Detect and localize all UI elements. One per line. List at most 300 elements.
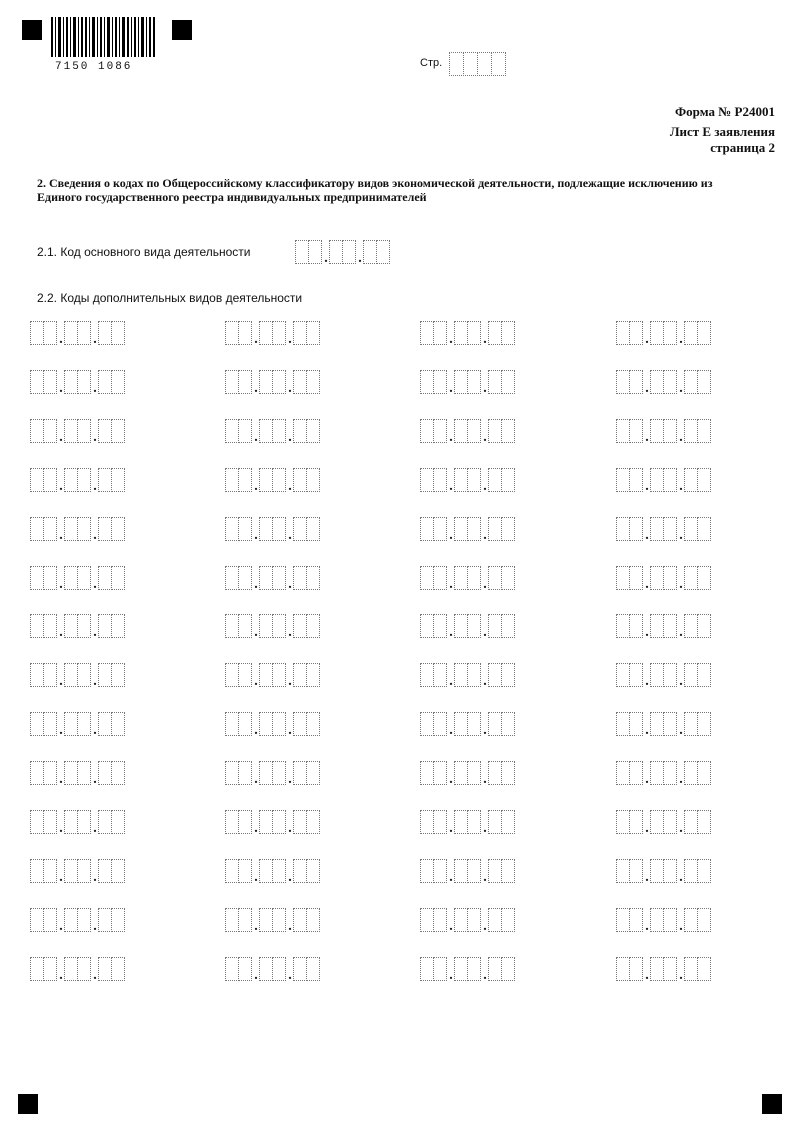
code-digit-cell[interactable] <box>488 908 502 932</box>
code-digit-cell[interactable] <box>111 468 125 492</box>
code-digit-cell[interactable] <box>467 321 481 345</box>
code-digit-cell[interactable] <box>238 566 252 590</box>
code-digit-cell[interactable] <box>306 810 320 834</box>
code-digit-cell[interactable] <box>342 240 356 264</box>
code-digit-cell[interactable] <box>501 908 515 932</box>
code-digit-cell[interactable] <box>616 712 630 736</box>
code-digit-cell[interactable] <box>650 321 664 345</box>
code-digit-cell[interactable] <box>272 712 286 736</box>
code-digit-cell[interactable] <box>238 321 252 345</box>
code-digit-cell[interactable] <box>98 517 112 541</box>
code-digit-cell[interactable] <box>225 321 239 345</box>
additional-activity-code[interactable] <box>421 321 515 345</box>
code-digit-cell[interactable] <box>238 810 252 834</box>
code-digit-cell[interactable] <box>650 810 664 834</box>
code-digit-cell[interactable] <box>30 810 44 834</box>
code-digit-cell[interactable] <box>77 761 91 785</box>
additional-activity-code[interactable] <box>226 712 320 739</box>
code-digit-cell[interactable] <box>433 663 447 687</box>
code-digit-cell[interactable] <box>454 908 468 932</box>
code-digit-cell[interactable] <box>306 663 320 687</box>
code-digit-cell[interactable] <box>420 957 434 981</box>
code-digit-cell[interactable] <box>272 761 286 785</box>
code-digit-cell[interactable] <box>272 908 286 932</box>
code-digit-cell[interactable] <box>454 370 468 394</box>
additional-activity-code[interactable] <box>617 859 711 883</box>
code-digit-cell[interactable] <box>629 957 643 981</box>
code-digit-cell[interactable] <box>225 468 239 492</box>
code-digit-cell[interactable] <box>111 908 125 932</box>
code-digit-cell[interactable] <box>650 908 664 932</box>
code-digit-cell[interactable] <box>98 957 112 981</box>
code-digit-cell[interactable] <box>272 321 286 345</box>
code-digit-cell[interactable] <box>238 517 252 541</box>
code-digit-cell[interactable] <box>454 957 468 981</box>
code-digit-cell[interactable] <box>467 810 481 834</box>
code-digit-cell[interactable] <box>272 517 286 541</box>
code-digit-cell[interactable] <box>293 419 307 443</box>
additional-activity-code[interactable] <box>31 517 125 541</box>
code-digit-cell[interactable] <box>433 712 447 736</box>
code-digit-cell[interactable] <box>98 859 112 883</box>
additional-activity-code[interactable] <box>421 614 515 641</box>
additional-activity-code[interactable] <box>421 761 515 788</box>
code-digit-cell[interactable] <box>225 859 239 883</box>
code-digit-cell[interactable] <box>454 859 468 883</box>
code-digit-cell[interactable] <box>684 761 698 785</box>
code-digit-cell[interactable] <box>77 810 91 834</box>
code-digit-cell[interactable] <box>43 810 57 834</box>
code-digit-cell[interactable] <box>30 468 44 492</box>
code-digit-cell[interactable] <box>111 321 125 345</box>
additional-activity-code[interactable] <box>226 321 320 345</box>
code-digit-cell[interactable] <box>616 761 630 785</box>
code-digit-cell[interactable] <box>77 370 91 394</box>
additional-activity-code[interactable] <box>617 566 711 590</box>
code-digit-cell[interactable] <box>697 712 711 736</box>
code-digit-cell[interactable] <box>98 712 112 736</box>
code-digit-cell[interactable] <box>663 614 677 638</box>
code-digit-cell[interactable] <box>43 370 57 394</box>
code-digit-cell[interactable] <box>697 321 711 345</box>
additional-activity-code[interactable] <box>226 419 320 443</box>
code-digit-cell[interactable] <box>467 663 481 687</box>
additional-activity-code[interactable] <box>31 419 125 443</box>
code-digit-cell[interactable] <box>293 517 307 541</box>
code-digit-cell[interactable] <box>43 859 57 883</box>
additional-activity-code[interactable] <box>226 370 320 394</box>
code-digit-cell[interactable] <box>616 517 630 541</box>
code-digit-cell[interactable] <box>77 321 91 345</box>
code-digit-cell[interactable] <box>238 468 252 492</box>
additional-activity-code[interactable] <box>31 566 125 590</box>
code-digit-cell[interactable] <box>111 957 125 981</box>
code-digit-cell[interactable] <box>501 468 515 492</box>
code-digit-cell[interactable] <box>501 614 515 638</box>
code-digit-cell[interactable] <box>433 370 447 394</box>
additional-activity-code[interactable] <box>226 663 320 690</box>
code-digit-cell[interactable] <box>488 663 502 687</box>
code-digit-cell[interactable] <box>306 859 320 883</box>
code-digit-cell[interactable] <box>272 419 286 443</box>
code-digit-cell[interactable] <box>501 712 515 736</box>
code-digit-cell[interactable] <box>663 566 677 590</box>
code-digit-cell[interactable] <box>629 663 643 687</box>
code-digit-cell[interactable] <box>64 957 78 981</box>
code-digit-cell[interactable] <box>77 566 91 590</box>
code-digit-cell[interactable] <box>64 468 78 492</box>
code-digit-cell[interactable] <box>488 614 502 638</box>
code-digit-cell[interactable] <box>697 566 711 590</box>
additional-activity-code[interactable] <box>421 957 515 981</box>
code-digit-cell[interactable] <box>259 663 273 687</box>
code-digit-cell[interactable] <box>650 370 664 394</box>
code-digit-cell[interactable] <box>43 663 57 687</box>
code-digit-cell[interactable] <box>238 859 252 883</box>
code-digit-cell[interactable] <box>98 419 112 443</box>
code-digit-cell[interactable] <box>111 370 125 394</box>
code-digit-cell[interactable] <box>467 957 481 981</box>
code-digit-cell[interactable] <box>467 517 481 541</box>
code-digit-cell[interactable] <box>295 240 309 264</box>
code-digit-cell[interactable] <box>663 321 677 345</box>
code-digit-cell[interactable] <box>488 859 502 883</box>
additional-activity-code[interactable] <box>31 712 125 739</box>
code-digit-cell[interactable] <box>501 419 515 443</box>
code-digit-cell[interactable] <box>684 370 698 394</box>
code-digit-cell[interactable] <box>663 419 677 443</box>
additional-activity-code[interactable] <box>421 468 515 492</box>
code-digit-cell[interactable] <box>650 957 664 981</box>
code-digit-cell[interactable] <box>272 566 286 590</box>
code-digit-cell[interactable] <box>420 712 434 736</box>
code-digit-cell[interactable] <box>259 712 273 736</box>
code-digit-cell[interactable] <box>238 712 252 736</box>
code-digit-cell[interactable] <box>293 859 307 883</box>
code-digit-cell[interactable] <box>225 517 239 541</box>
code-digit-cell[interactable] <box>272 614 286 638</box>
page-cell[interactable] <box>449 52 464 76</box>
code-digit-cell[interactable] <box>488 468 502 492</box>
additional-activity-code[interactable] <box>617 517 711 541</box>
code-digit-cell[interactable] <box>663 517 677 541</box>
code-digit-cell[interactable] <box>77 419 91 443</box>
code-digit-cell[interactable] <box>111 517 125 541</box>
additional-activity-code[interactable] <box>226 859 320 883</box>
code-digit-cell[interactable] <box>616 859 630 883</box>
code-digit-cell[interactable] <box>616 614 630 638</box>
code-digit-cell[interactable] <box>697 468 711 492</box>
code-digit-cell[interactable] <box>684 517 698 541</box>
code-digit-cell[interactable] <box>111 614 125 638</box>
code-digit-cell[interactable] <box>306 908 320 932</box>
code-digit-cell[interactable] <box>77 517 91 541</box>
code-digit-cell[interactable] <box>30 761 44 785</box>
code-digit-cell[interactable] <box>293 614 307 638</box>
additional-activity-code[interactable] <box>421 370 515 394</box>
code-digit-cell[interactable] <box>629 761 643 785</box>
code-digit-cell[interactable] <box>259 419 273 443</box>
code-digit-cell[interactable] <box>111 663 125 687</box>
code-digit-cell[interactable] <box>225 370 239 394</box>
additional-activity-code[interactable] <box>31 761 125 788</box>
code-digit-cell[interactable] <box>616 321 630 345</box>
code-digit-cell[interactable] <box>30 517 44 541</box>
code-digit-cell[interactable] <box>467 614 481 638</box>
code-digit-cell[interactable] <box>98 370 112 394</box>
code-digit-cell[interactable] <box>259 370 273 394</box>
code-digit-cell[interactable] <box>697 663 711 687</box>
additional-activity-code[interactable] <box>421 810 515 834</box>
additional-activity-code[interactable] <box>421 908 515 932</box>
code-digit-cell[interactable] <box>293 321 307 345</box>
code-digit-cell[interactable] <box>420 321 434 345</box>
additional-activity-code[interactable] <box>31 908 125 932</box>
code-digit-cell[interactable] <box>293 908 307 932</box>
code-digit-cell[interactable] <box>629 614 643 638</box>
additional-activity-code[interactable] <box>421 663 515 690</box>
code-digit-cell[interactable] <box>111 419 125 443</box>
code-digit-cell[interactable] <box>306 370 320 394</box>
code-digit-cell[interactable] <box>488 517 502 541</box>
code-digit-cell[interactable] <box>467 859 481 883</box>
code-digit-cell[interactable] <box>98 321 112 345</box>
additional-activity-code[interactable] <box>31 321 125 345</box>
code-digit-cell[interactable] <box>98 663 112 687</box>
code-digit-cell[interactable] <box>420 663 434 687</box>
code-digit-cell[interactable] <box>64 810 78 834</box>
code-digit-cell[interactable] <box>488 370 502 394</box>
additional-activity-code[interactable] <box>31 663 125 690</box>
code-digit-cell[interactable] <box>98 761 112 785</box>
code-digit-cell[interactable] <box>293 957 307 981</box>
code-digit-cell[interactable] <box>308 240 322 264</box>
code-digit-cell[interactable] <box>501 761 515 785</box>
code-digit-cell[interactable] <box>64 566 78 590</box>
code-digit-cell[interactable] <box>225 810 239 834</box>
code-digit-cell[interactable] <box>650 859 664 883</box>
code-digit-cell[interactable] <box>433 859 447 883</box>
code-digit-cell[interactable] <box>650 761 664 785</box>
code-digit-cell[interactable] <box>306 761 320 785</box>
code-digit-cell[interactable] <box>293 810 307 834</box>
code-digit-cell[interactable] <box>293 761 307 785</box>
code-digit-cell[interactable] <box>306 614 320 638</box>
code-digit-cell[interactable] <box>697 517 711 541</box>
code-digit-cell[interactable] <box>30 859 44 883</box>
code-digit-cell[interactable] <box>616 663 630 687</box>
code-digit-cell[interactable] <box>98 468 112 492</box>
code-digit-cell[interactable] <box>629 468 643 492</box>
code-digit-cell[interactable] <box>259 614 273 638</box>
code-digit-cell[interactable] <box>64 517 78 541</box>
additional-activity-code[interactable] <box>226 468 320 492</box>
code-digit-cell[interactable] <box>238 663 252 687</box>
code-digit-cell[interactable] <box>43 566 57 590</box>
code-digit-cell[interactable] <box>629 908 643 932</box>
code-digit-cell[interactable] <box>259 517 273 541</box>
code-digit-cell[interactable] <box>30 712 44 736</box>
code-digit-cell[interactable] <box>650 712 664 736</box>
code-digit-cell[interactable] <box>225 908 239 932</box>
code-digit-cell[interactable] <box>616 810 630 834</box>
code-digit-cell[interactable] <box>454 468 468 492</box>
code-digit-cell[interactable] <box>43 908 57 932</box>
additional-activity-code[interactable] <box>617 712 711 739</box>
code-digit-cell[interactable] <box>64 859 78 883</box>
code-digit-cell[interactable] <box>43 517 57 541</box>
code-digit-cell[interactable] <box>697 957 711 981</box>
code-digit-cell[interactable] <box>454 321 468 345</box>
code-digit-cell[interactable] <box>30 957 44 981</box>
code-digit-cell[interactable] <box>293 712 307 736</box>
code-digit-cell[interactable] <box>272 957 286 981</box>
code-digit-cell[interactable] <box>467 908 481 932</box>
code-digit-cell[interactable] <box>488 810 502 834</box>
additional-activity-code[interactable] <box>617 663 711 690</box>
code-digit-cell[interactable] <box>43 957 57 981</box>
code-digit-cell[interactable] <box>43 419 57 443</box>
code-digit-cell[interactable] <box>454 663 468 687</box>
code-digit-cell[interactable] <box>77 614 91 638</box>
code-digit-cell[interactable] <box>629 712 643 736</box>
code-digit-cell[interactable] <box>259 468 273 492</box>
code-digit-cell[interactable] <box>238 908 252 932</box>
code-digit-cell[interactable] <box>616 419 630 443</box>
code-digit-cell[interactable] <box>501 957 515 981</box>
additional-activity-code[interactable] <box>31 370 125 394</box>
code-digit-cell[interactable] <box>501 566 515 590</box>
code-digit-cell[interactable] <box>111 566 125 590</box>
additional-activity-code[interactable] <box>617 908 711 932</box>
additional-activity-code[interactable] <box>617 468 711 492</box>
code-digit-cell[interactable] <box>663 908 677 932</box>
code-digit-cell[interactable] <box>454 712 468 736</box>
code-digit-cell[interactable] <box>697 419 711 443</box>
additional-activity-code[interactable] <box>226 566 320 590</box>
additional-activity-code[interactable] <box>226 614 320 641</box>
code-digit-cell[interactable] <box>663 761 677 785</box>
code-digit-cell[interactable] <box>420 370 434 394</box>
code-digit-cell[interactable] <box>488 712 502 736</box>
code-digit-cell[interactable] <box>225 761 239 785</box>
code-digit-cell[interactable] <box>64 761 78 785</box>
code-digit-cell[interactable] <box>43 468 57 492</box>
code-digit-cell[interactable] <box>454 517 468 541</box>
code-digit-cell[interactable] <box>697 908 711 932</box>
code-digit-cell[interactable] <box>663 663 677 687</box>
code-digit-cell[interactable] <box>363 240 377 264</box>
main-activity-code[interactable] <box>296 240 390 264</box>
code-digit-cell[interactable] <box>616 468 630 492</box>
additional-activity-code[interactable] <box>421 859 515 883</box>
code-digit-cell[interactable] <box>64 419 78 443</box>
code-digit-cell[interactable] <box>77 663 91 687</box>
additional-activity-code[interactable] <box>226 957 320 981</box>
code-digit-cell[interactable] <box>467 468 481 492</box>
code-digit-cell[interactable] <box>454 761 468 785</box>
code-digit-cell[interactable] <box>272 468 286 492</box>
code-digit-cell[interactable] <box>259 566 273 590</box>
code-digit-cell[interactable] <box>293 566 307 590</box>
code-digit-cell[interactable] <box>420 419 434 443</box>
code-digit-cell[interactable] <box>650 468 664 492</box>
additional-activity-code[interactable] <box>31 859 125 883</box>
additional-activity-code[interactable] <box>617 810 711 834</box>
code-digit-cell[interactable] <box>663 810 677 834</box>
code-digit-cell[interactable] <box>467 419 481 443</box>
code-digit-cell[interactable] <box>454 614 468 638</box>
code-digit-cell[interactable] <box>77 957 91 981</box>
code-digit-cell[interactable] <box>376 240 390 264</box>
code-digit-cell[interactable] <box>697 614 711 638</box>
code-digit-cell[interactable] <box>454 566 468 590</box>
code-digit-cell[interactable] <box>98 908 112 932</box>
page-cell[interactable] <box>463 52 478 76</box>
code-digit-cell[interactable] <box>420 468 434 492</box>
code-digit-cell[interactable] <box>616 370 630 394</box>
code-digit-cell[interactable] <box>272 663 286 687</box>
code-digit-cell[interactable] <box>433 614 447 638</box>
additional-activity-code[interactable] <box>421 712 515 739</box>
code-digit-cell[interactable] <box>650 663 664 687</box>
code-digit-cell[interactable] <box>663 712 677 736</box>
code-digit-cell[interactable] <box>272 859 286 883</box>
code-digit-cell[interactable] <box>488 321 502 345</box>
code-digit-cell[interactable] <box>616 566 630 590</box>
code-digit-cell[interactable] <box>64 321 78 345</box>
code-digit-cell[interactable] <box>433 810 447 834</box>
code-digit-cell[interactable] <box>30 321 44 345</box>
code-digit-cell[interactable] <box>238 957 252 981</box>
additional-activity-code[interactable] <box>421 419 515 443</box>
code-digit-cell[interactable] <box>238 370 252 394</box>
code-digit-cell[interactable] <box>684 468 698 492</box>
code-digit-cell[interactable] <box>77 712 91 736</box>
code-digit-cell[interactable] <box>684 614 698 638</box>
additional-activity-code[interactable] <box>31 810 125 834</box>
code-digit-cell[interactable] <box>329 240 343 264</box>
code-digit-cell[interactable] <box>225 957 239 981</box>
code-digit-cell[interactable] <box>306 468 320 492</box>
code-digit-cell[interactable] <box>684 566 698 590</box>
code-digit-cell[interactable] <box>697 370 711 394</box>
code-digit-cell[interactable] <box>64 663 78 687</box>
code-digit-cell[interactable] <box>259 810 273 834</box>
code-digit-cell[interactable] <box>629 419 643 443</box>
code-digit-cell[interactable] <box>98 566 112 590</box>
code-digit-cell[interactable] <box>64 908 78 932</box>
code-digit-cell[interactable] <box>111 761 125 785</box>
code-digit-cell[interactable] <box>650 566 664 590</box>
code-digit-cell[interactable] <box>259 761 273 785</box>
code-digit-cell[interactable] <box>501 321 515 345</box>
code-digit-cell[interactable] <box>306 566 320 590</box>
code-digit-cell[interactable] <box>111 810 125 834</box>
additional-activity-code[interactable] <box>617 321 711 345</box>
code-digit-cell[interactable] <box>30 908 44 932</box>
code-digit-cell[interactable] <box>433 761 447 785</box>
additional-activity-code[interactable] <box>226 761 320 788</box>
code-digit-cell[interactable] <box>43 761 57 785</box>
code-digit-cell[interactable] <box>259 908 273 932</box>
code-digit-cell[interactable] <box>467 712 481 736</box>
code-digit-cell[interactable] <box>433 419 447 443</box>
code-digit-cell[interactable] <box>64 614 78 638</box>
code-digit-cell[interactable] <box>433 566 447 590</box>
code-digit-cell[interactable] <box>64 712 78 736</box>
code-digit-cell[interactable] <box>467 370 481 394</box>
